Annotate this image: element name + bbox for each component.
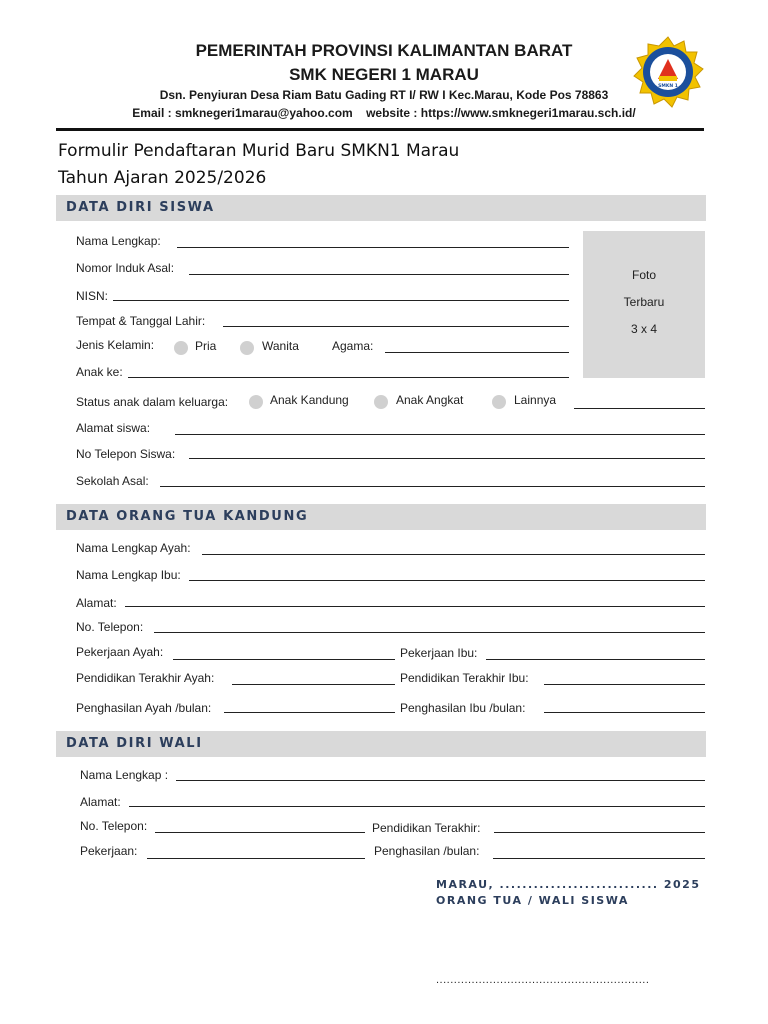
field-label: No. Telepon: bbox=[80, 819, 148, 833]
field-label: Pekerjaan: bbox=[80, 844, 138, 858]
field-label: Nama Lengkap: bbox=[76, 234, 161, 248]
photo-text: 3 x 4 bbox=[630, 322, 657, 336]
signature-role: ORANG TUA / WALI SISWA bbox=[436, 894, 629, 907]
government-title: PEMERINTAH PROVINSI KALIMANTAN BARAT bbox=[195, 41, 573, 60]
status-other-field[interactable] bbox=[574, 408, 705, 409]
section-header-guardian bbox=[56, 731, 706, 757]
school-address: Dsn. Penyiuran Desa Riam Batu Gading RT I/ RW I Kec.Marau, Kode Pos 78863 bbox=[159, 88, 609, 102]
religion-field[interactable] bbox=[385, 352, 569, 353]
gender-male-radio[interactable] bbox=[174, 341, 188, 355]
father-income-field[interactable] bbox=[224, 712, 395, 713]
section-header-student bbox=[56, 195, 706, 221]
nisn-field[interactable] bbox=[113, 300, 569, 301]
guardian-name-field[interactable] bbox=[176, 780, 705, 781]
parent-phone-field[interactable] bbox=[154, 632, 705, 633]
field-label: No. Telepon: bbox=[76, 620, 144, 634]
mother-job-field[interactable] bbox=[486, 659, 705, 660]
section-title: DATA DIRI WALI bbox=[66, 736, 203, 751]
father-name-field[interactable] bbox=[202, 554, 705, 555]
student-phone-field[interactable] bbox=[189, 458, 705, 459]
student-address-field[interactable] bbox=[175, 434, 705, 435]
field-label: Nomor Induk Asal: bbox=[76, 261, 175, 275]
field-label: Pendidikan Terakhir Ayah: bbox=[76, 671, 215, 685]
school-name: SMK NEGERI 1 MARAU bbox=[289, 65, 479, 84]
field-label: Nama Lengkap Ayah: bbox=[76, 541, 191, 555]
field-label: Alamat: bbox=[80, 795, 121, 809]
radio-label: Anak Kandung bbox=[270, 393, 349, 407]
student-name-field[interactable] bbox=[177, 247, 569, 248]
status-other-radio[interactable] bbox=[492, 395, 506, 409]
field-label: Pendidikan Terakhir: bbox=[372, 821, 481, 835]
section-title: DATA DIRI SISWA bbox=[66, 200, 215, 215]
field-label: Tempat & Tanggal Lahir: bbox=[76, 314, 206, 328]
field-label: Alamat: bbox=[76, 596, 117, 610]
field-label: NISN: bbox=[76, 289, 109, 303]
school-contact: Email : smknegeri1marau@yahoo.com website : https://www.smknegeri1marau.sch.id/ bbox=[132, 106, 636, 120]
origin-school-field[interactable] bbox=[160, 486, 705, 487]
field-label: Penghasilan Ibu /bulan: bbox=[400, 701, 526, 715]
guardian-job-field[interactable] bbox=[147, 858, 365, 859]
gender-female-radio[interactable] bbox=[240, 341, 254, 355]
student-id-field[interactable] bbox=[189, 274, 569, 275]
radio-label: Pria bbox=[195, 339, 217, 353]
mother-education-field[interactable] bbox=[544, 684, 705, 685]
field-label: Penghasilan Ayah /bulan: bbox=[76, 701, 212, 715]
status-biological-radio[interactable] bbox=[249, 395, 263, 409]
field-label: No Telepon Siswa: bbox=[76, 447, 176, 461]
photo-text: Foto bbox=[631, 268, 656, 282]
field-label: Pendidikan Terakhir Ibu: bbox=[400, 671, 529, 685]
header-divider bbox=[56, 128, 704, 131]
status-adopted-radio[interactable] bbox=[374, 395, 388, 409]
field-label: Status anak dalam keluarga: bbox=[76, 395, 229, 409]
father-job-field[interactable] bbox=[173, 659, 395, 660]
radio-label: Anak Angkat bbox=[396, 393, 464, 407]
birth-field[interactable] bbox=[223, 326, 569, 327]
signature-place-date: MARAU, ............................ 2025 bbox=[436, 878, 701, 891]
field-label: Jenis Kelamin: bbox=[76, 338, 155, 352]
field-label: Pekerjaan Ayah: bbox=[76, 645, 164, 659]
parent-address-field[interactable] bbox=[125, 606, 705, 607]
field-label: Sekolah Asal: bbox=[76, 474, 149, 488]
photo-placeholder bbox=[583, 231, 705, 378]
field-label: Pekerjaan Ibu: bbox=[400, 646, 478, 660]
form-year: Tahun Ajaran 2025/2026 bbox=[58, 168, 267, 188]
guardian-address-field[interactable] bbox=[129, 806, 705, 807]
school-logo bbox=[632, 36, 704, 108]
field-label: Alamat siswa: bbox=[76, 421, 151, 435]
field-label: Anak ke: bbox=[76, 365, 123, 379]
field-label: Nama Lengkap : bbox=[80, 768, 169, 782]
guardian-income-field[interactable] bbox=[493, 858, 705, 859]
section-title: DATA ORANG TUA KANDUNG bbox=[66, 509, 309, 524]
photo-text: Terbaru bbox=[623, 295, 665, 309]
father-education-field[interactable] bbox=[232, 684, 395, 685]
mother-income-field[interactable] bbox=[544, 712, 705, 713]
child-order-field[interactable] bbox=[128, 377, 569, 378]
radio-label: Lainnya bbox=[514, 393, 557, 407]
form-title: Formulir Pendaftaran Murid Baru SMKN1 Marau bbox=[58, 141, 460, 161]
section-header-parents bbox=[56, 504, 706, 530]
logo-lettering: SMKN 1 bbox=[658, 84, 678, 89]
field-label: Nama Lengkap Ibu: bbox=[76, 568, 181, 582]
field-label: Agama: bbox=[332, 339, 374, 353]
radio-label: Wanita bbox=[262, 339, 299, 353]
field-label: Penghasilan /bulan: bbox=[374, 844, 480, 858]
guardian-education-field[interactable] bbox=[494, 832, 705, 833]
signature-line[interactable]: ............................................................ bbox=[436, 974, 650, 986]
guardian-phone-field[interactable] bbox=[155, 832, 365, 833]
mother-name-field[interactable] bbox=[189, 580, 705, 581]
